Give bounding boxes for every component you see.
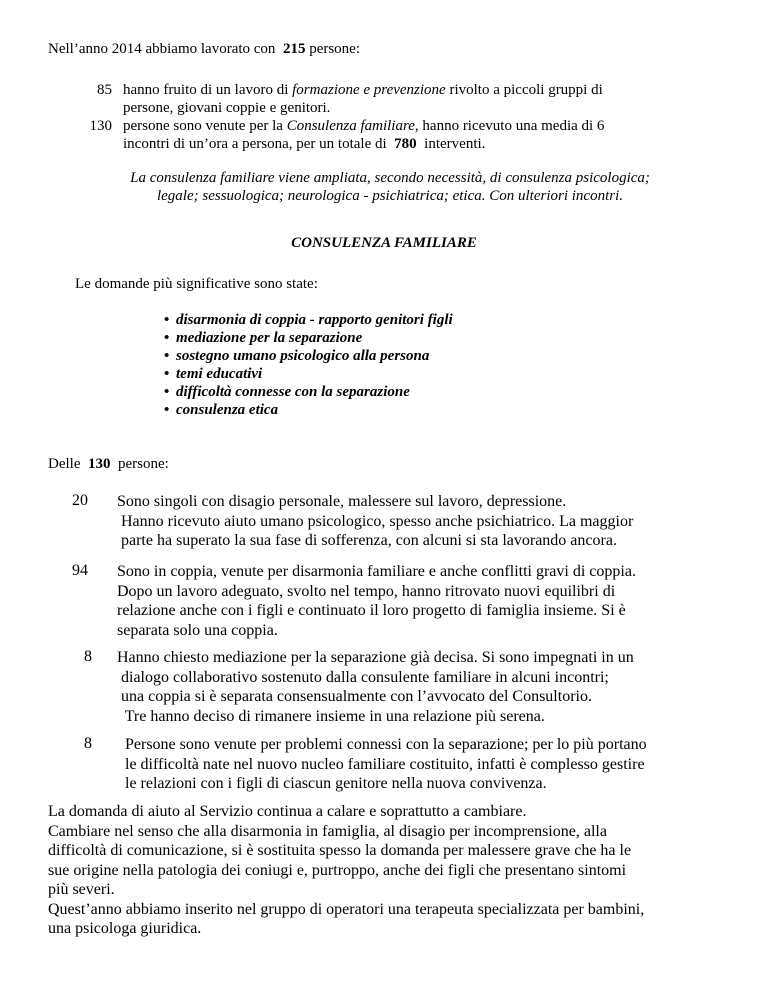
section-heading: CONSULENZA FAMILIARE [291,235,477,251]
note-line: legale; sessuologica; neurologica - psichiatrica; etica. Con ulteriori incontri. [156,188,624,204]
stat-line-text: incontri di un’ora a persona, per un totale di [123,136,387,152]
topic-text: difficoltà connesse con la separazione [176,384,410,400]
bullet-icon: • [164,348,170,364]
consulenza-note [80,169,700,205]
case-line: le relazioni con i figli di ciascun genitore nella nuova convivenza. [117,775,547,792]
question-intro: Le domande più significative sono state: [75,276,318,292]
case-number: 94 [72,562,88,579]
case-line: Persone sono venute per problemi connessi con la separazione; per lo più portano [117,736,647,753]
case-number: 8 [84,648,92,665]
stat-number-85: 85 [97,82,112,98]
stat-line-text: rivolto a piccoli gruppi di [449,82,603,98]
note-line: La consulenza familiare viene ampliata, secondo necessità, di consulenza psicologica; [130,170,650,186]
bullet-icon: • [164,366,170,382]
bullet-icon: • [164,312,170,328]
stat-line-emphasis: Consulenza familiare [286,118,415,134]
case-line: Sono in coppia, venute per disarmonia familiare e anche conflitti gravi di coppia. [117,563,636,580]
stat-text-consulenza [123,117,723,153]
topic-text: sostegno umano psicologico alla persona [176,348,430,364]
topic-item [164,365,453,383]
stat-line-bold: 780 [394,136,417,152]
topic-text: temi educativi [176,366,263,382]
case-line: parte ha superato la sua fase di sofferenza, con alcuni si sta lavorando ancora. [117,532,617,549]
delle-prefix: Delle [48,456,81,472]
case-line: Dopo un lavoro adeguato, svolto nel tempo, hanno ritrovato nuovi equilibri di [117,582,616,600]
case-line: le difficoltà nate nel nuovo nucleo familiare costituito, infatti è complesso gestire [117,755,645,773]
case-line: Hanno chiesto mediazione per la separazione già decisa. Si sono impegnati in un [117,649,634,666]
case-line: dialogo collaborativo sostenuto dalla consulente familiare in alcuni incontri; [117,668,609,686]
case-text [117,735,717,794]
stat-text-formazione [123,81,723,117]
bullet-icon: • [164,402,170,418]
case-number: 20 [72,492,88,509]
intro-total: 215 [282,41,306,57]
case-text [117,492,717,551]
topics-list [164,311,453,419]
conclusion-line: Cambiare nel senso che alla disarmonia in famiglia, al disagio per incomprensione, alla [48,822,607,840]
conclusion-line: sue origine nella patologia dei coniugi e, purtroppo, anche dei figli che presentano sintomi [48,861,627,879]
delle-line [48,455,169,473]
stat-line-text: hanno fruito di un lavoro di [123,82,289,98]
stat-number-130: 130 [89,118,112,134]
case-text [117,562,717,640]
conclusion-line: una psicologa giuridica. [48,920,202,937]
bullet-icon: • [164,384,170,400]
conclusion-line: più severi. [48,881,115,898]
stat-line [123,117,723,135]
stat-line [123,81,723,99]
case-line: Tre hanno deciso di rimanere insieme in una relazione più serena. [117,707,545,725]
topic-item [164,383,453,401]
case-line: separata solo una coppia. [117,621,278,639]
intro-prefix: Nell’anno 2014 abbiamo lavorato con [48,41,276,57]
stat-line-text: interventi. [424,136,486,152]
case-line: Sono singoli con disagio personale, malessere sul lavoro, depressione. [117,493,567,510]
topic-item [164,347,453,365]
stat-line-text: persone sono venute per la [123,118,283,134]
topic-text: mediazione per la separazione [176,330,363,346]
topic-item [164,311,453,329]
topic-text: consulenza etica [176,402,279,418]
topic-item [164,401,453,419]
topic-text: disarmonia di coppia - rapporto genitori figli [176,312,453,328]
conclusion-line: Quest’anno abbiamo inserito nel gruppo di operatori una terapeuta specializzata per bambini, [48,900,645,918]
case-text [117,648,717,726]
case-line: una coppia si è separata consensualmente con l’avvocato del Consultorio. [117,688,592,705]
stat-line-text: , hanno ricevuto una media di 6 [414,118,605,134]
delle-suffix: persone: [117,456,169,472]
conclusion-line: difficoltà di comunicazione, si è sostituita spesso la domanda per malessere grave che ha le [48,842,632,859]
bullet-icon: • [164,330,170,346]
delle-count: 130 [87,456,111,472]
conclusion-paragraph [48,802,728,939]
stat-line-emphasis: formazione e prevenzione [292,82,446,98]
case-number: 8 [84,735,92,752]
case-line: Hanno ricevuto aiuto umano psicologico, spesso anche psichiatrico. La maggior [117,512,634,530]
conclusion-line: La domanda di aiuto al Servizio continua a calare e soprattutto a cambiare. [48,803,527,820]
stat-line: persone, giovani coppie e genitori. [123,100,331,116]
case-line: relazione anche con i figli e continuato il loro progetto di famiglia insieme. Si è [117,602,626,619]
topic-item [164,329,453,347]
stat-line [123,135,723,153]
intro-suffix: persone: [309,41,361,57]
intro-line [48,40,360,58]
